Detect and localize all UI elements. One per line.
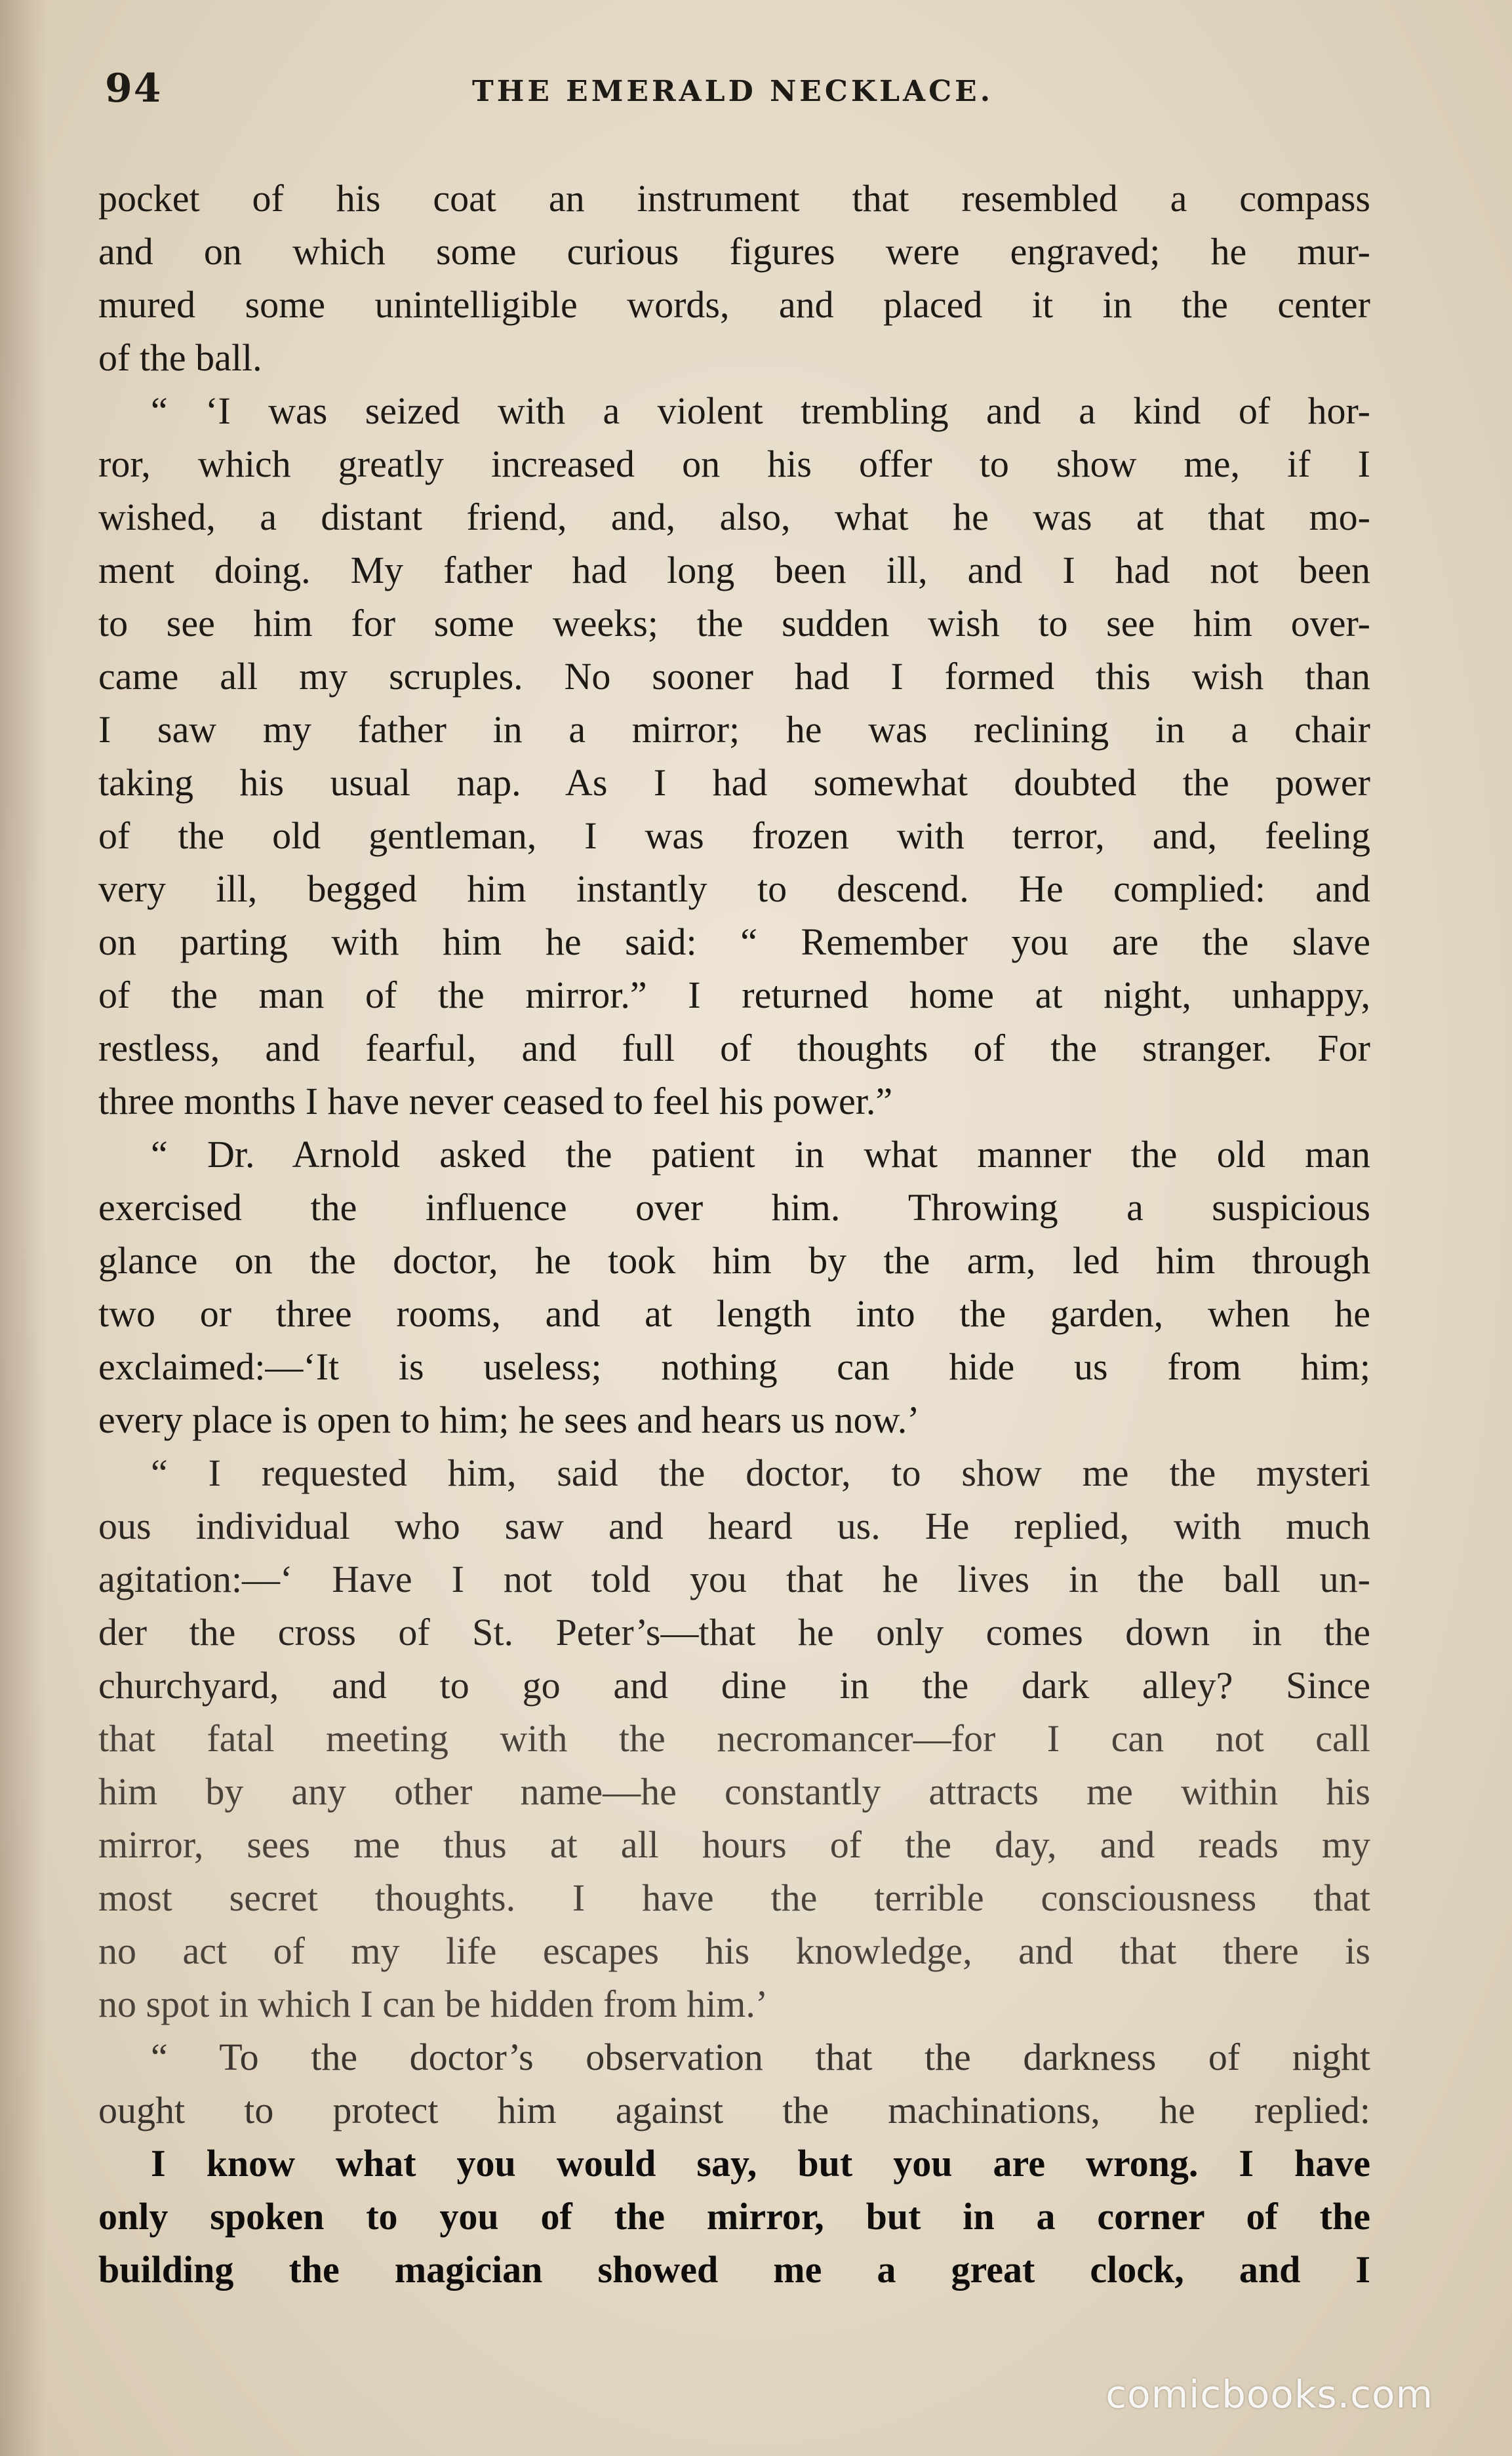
text-line: to see him for some weeks; the sudden wish to see him over- <box>98 602 1370 644</box>
body-text <box>98 172 1370 2296</box>
text-line: that fatal meeting with the necromancer—for I can not call <box>98 1717 1370 1760</box>
text-line: mirror, sees me thus at all hours of the day, and reads my <box>98 1823 1370 1866</box>
text-line: of the old gentleman, I was frozen with terror, and, feeling <box>98 814 1370 857</box>
text-line: mured some unintelligible words, and placed it in the center <box>98 283 1370 326</box>
text-line: and on which some curious figures were engraved; he mur- <box>98 230 1370 273</box>
text-line: came all my scruples. No sooner had I formed this wish than <box>98 655 1370 698</box>
text-line: ought to protect him against the machinations, he replied: <box>98 2089 1370 2131</box>
gutter-shadow <box>0 0 46 2456</box>
text-line: “ Dr. Arnold asked the patient in what manner the old man <box>151 1133 1370 1176</box>
text-line: “ To the doctor’s observation that the darkness of night <box>151 2036 1370 2078</box>
page-number: 94 <box>105 66 163 111</box>
text-line: ment doing. My father had long been ill, and I had not been <box>98 549 1370 591</box>
text-line: on parting with him he said: “ Remember you are the slave <box>98 921 1370 963</box>
text-line: very ill, begged him instantly to descend. He complied: and <box>98 867 1370 910</box>
text-line: him by any other name—he constantly attracts me within his <box>98 1770 1370 1813</box>
text-line: churchyard, and to go and dine in the dark alley? Since <box>98 1664 1370 1707</box>
text-line: no act of my life escapes his knowledge, and that there is <box>98 1930 1370 1972</box>
text-line: two or three rooms, and at length into the garden, when he <box>98 1292 1370 1335</box>
text-line: three months I have never ceased to feel his power.” <box>98 1080 893 1122</box>
text-line: agitation:—‘ Have I not told you that he lives in the ball un- <box>98 1558 1370 1600</box>
text-line: most secret thoughts. I have the terrible consciousness that <box>98 1876 1370 1919</box>
text-line: only spoken to you of the mirror, but in a corner of the <box>98 2195 1370 2238</box>
text-line: “ I requested him, said the doctor, to show me the mysteri <box>151 1452 1370 1494</box>
running-head <box>105 66 1377 125</box>
text-line: of the man of the mirror.” I returned home at night, unhappy, <box>98 974 1370 1016</box>
text-line: der the cross of St. Peter’s—that he only comes down in the <box>98 1611 1370 1654</box>
text-line: ror, which greatly increased on his offer to show me, if I <box>98 443 1370 485</box>
text-line: “ ‘I was seized with a violent trembling and a kind of hor- <box>151 389 1370 432</box>
text-line: building the magician showed me a great clock, and I <box>98 2248 1370 2291</box>
text-line: I know what you would say, but you are wrong. I have <box>151 2142 1370 2185</box>
text-line: every place is open to him; he sees and hears us now.’ <box>98 1398 920 1441</box>
text-line: wished, a distant friend, and, also, what he was at that mo- <box>98 496 1370 538</box>
text-line: of the ball. <box>98 336 262 379</box>
watermark: comicbooks.com <box>1105 2372 1433 2417</box>
text-line: exercised the influence over him. Throwing a suspicious <box>98 1186 1370 1229</box>
text-line: taking his usual nap. As I had somewhat doubted the power <box>98 761 1370 804</box>
text-line: glance on the doctor, he took him by the arm, led him through <box>98 1239 1370 1282</box>
text-line: pocket of his coat an instrument that resembled a compass <box>98 177 1370 220</box>
text-line: restless, and fearful, and full of thoughts of the stranger. For <box>98 1027 1370 1069</box>
text-line: no spot in which I can be hidden from him.’ <box>98 1983 768 2025</box>
text-line: I saw my father in a mirror; he was reclining in a chair <box>98 708 1370 751</box>
text-line: exclaimed:—‘It is useless; nothing can hide us from him; <box>98 1345 1370 1388</box>
running-title: THE EMERALD NECKLACE. <box>472 75 994 108</box>
text-line: ous individual who saw and heard us. He replied, with much <box>98 1505 1370 1547</box>
